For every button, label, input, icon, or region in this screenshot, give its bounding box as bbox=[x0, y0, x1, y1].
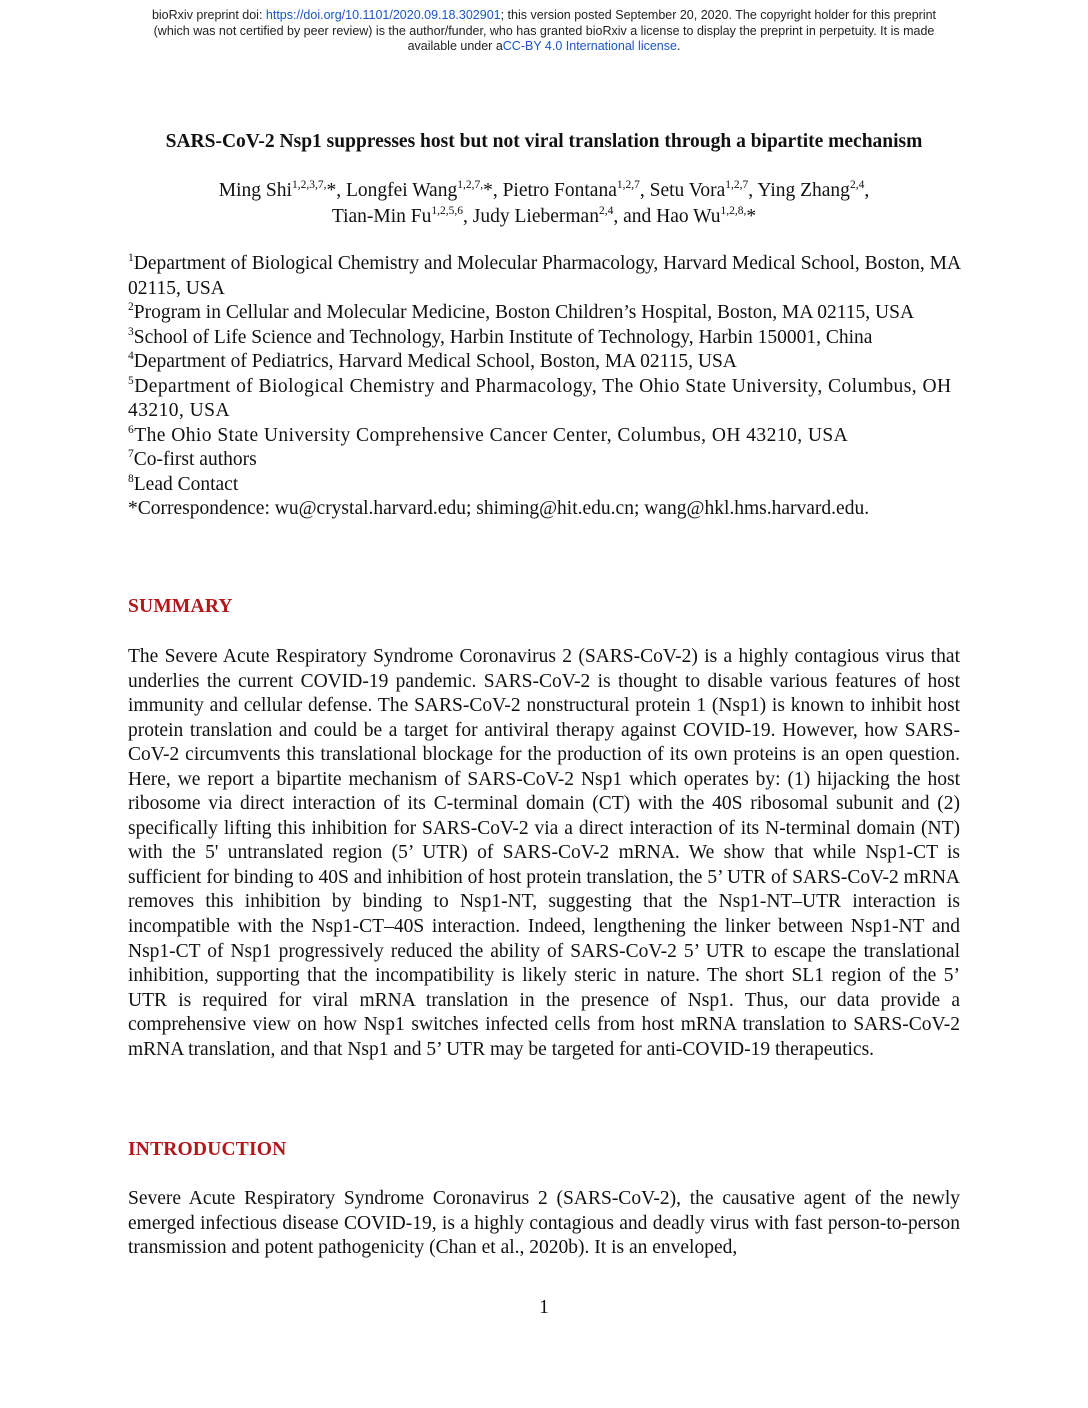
affiliation-item: $^6$The Ohio State University Comprehensive Cancer Center, Columbus, OH 43210, USA bbox=[128, 423, 849, 446]
author-affiliation-sup: 1,2,7 bbox=[725, 179, 749, 191]
banner-line-2: (which was not certified by peer review) is the author/funder, who has granted bioRxiv a license to display the preprint in perpetuity. It is made bbox=[153, 23, 935, 38]
author-name: Ying Zhang bbox=[757, 180, 850, 201]
summary-body: The Severe Acute Respiratory Syndrome Coronavirus 2 (SARS-CoV-2) is a highly contagious virus that underlies the current COVID-19 pandemic. SARS-CoV-2 is thought to disable various features of host immunity and cellular defense. The SARS-CoV-2 nonstructural protein 1 (Nsp1) is known to inhibit host protein translation and could be a target for antiviral therapy against COVID-19. However, how SARS-CoV-2 circumvents this translational blockage for the production of its own proteins is an open question. Here, we report a bipartite mechanism of SARS-CoV-2 Nsp1 which operates by: (1) hijacking the host ribosome via direct interaction of its C-terminal domain (CT) with the 40S ribosomal subunit and (2) specifically lifting this inhibition for SARS-CoV-2 via a direct interaction of its N-terminal domain (NT) with the 5' untranslated region (5’ UTR) of SARS-CoV-2 mRNA. We show that while Nsp1-CT is sufficient for binding to 40S and inhibition of host protein translation, the 5’ UTR of SARS-CoV-2 mRNA removes this inhibition by binding to Nsp1-NT, suggesting that the Nsp1-NT–UTR interaction is incompatible with the Nsp1-CT–40S interaction. Indeed, lengthening the linker between Nsp1-NT and Nsp1-CT of Nsp1 progressively reduced the ability of SARS-CoV-2 5’ UTR to escape the translational inhibition, supporting that the incompatibility is likely steric in nature. The short SL1 region of the 5’ UTR is required for viral mRNA translation in the presence of Nsp1. Thus, our data provide a comprehensive view on how Nsp1 switches infected cells from host mRNA translation to SARS-CoV-2 mRNA translation, and that Nsp1 and 5’ UTR may be targeted for anti-COVID-19 therapeutics. bbox=[128, 646, 960, 1060]
paper-title: SARS-CoV-2 Nsp1 suppresses host but not viral translation through a bipartite mechanism bbox=[165, 131, 923, 152]
affiliation-list bbox=[128, 252, 960, 522]
author-list bbox=[40, 178, 1048, 230]
author-name: Longfei Wang bbox=[345, 180, 458, 201]
author-name: Hao Wu bbox=[656, 206, 721, 227]
affiliation-item: $^5$Department of Biological Chemistry and Pharmacology, The Ohio State University, Columbus, OH 43210, USA bbox=[128, 374, 952, 421]
correspondence: *Correspondence: wu@crystal.harvard.edu; shiming@hit.edu.cn; wang@hkl.hms.harvard.edu. bbox=[128, 498, 870, 519]
author-name: Tian-Min Fu bbox=[331, 206, 432, 227]
affiliation-item: $^7$Co-first authors bbox=[128, 448, 257, 470]
license-link[interactable]: CC-BY 4.0 International license bbox=[502, 39, 677, 53]
author-name: Setu Vora bbox=[649, 180, 726, 201]
affiliation-item: $^8$Lead Contact bbox=[128, 472, 239, 495]
introduction-body: Severe Acute Respiratory Syndrome Coronavirus 2 (SARS-CoV-2), the causative agent of the newly emerged infectious disease COVID-19, is a highly contagious and deadly virus with fast person-to-person transmission and potent pathogenicity (Chan et al., 2020b). It is an enveloped, bbox=[128, 1188, 960, 1259]
affiliation-item: $^2$Program in Cellular and Molecular Medicine, Boston Children’s Hospital, Boston, MA 02115, USA bbox=[128, 301, 915, 323]
author-affiliation-sup: 2,4 bbox=[598, 205, 614, 217]
banner-line-1: bioRxiv preprint doi: https://doi.org/10.1101/2020.09.18.302901; this version posted September 20, 2020. The copyright holder for this preprint bbox=[151, 8, 937, 22]
author-affiliation-sup: 1,2,7, bbox=[457, 179, 484, 191]
preprint-banner bbox=[40, 8, 1048, 55]
author-affiliation-sup: 1,2,8, bbox=[720, 205, 747, 217]
author-name: Pietro Fontana bbox=[502, 180, 617, 201]
author-line-2: Tian-Min Fu$^{1,2,5,6}$, Judy Lieberman$^{2,4}$, and Hao $Wu^{1,2,8,}*$ bbox=[331, 205, 757, 227]
affiliation-item: $^1$Department of Biological Chemistry and Molecular Pharmacology, Harvard Medical School, Boston, MA 02115, USA bbox=[128, 252, 960, 299]
author-affiliation-sup: 2,4 bbox=[849, 179, 865, 191]
author-affiliation-sup: 1,2,3,7, bbox=[291, 179, 327, 191]
affiliation-item: $^4$Department of Pediatrics, Harvard Medical School, Boston, MA 02115, USA bbox=[128, 350, 737, 372]
author-affiliation-sup: 1,2,7 bbox=[616, 179, 640, 191]
introduction-heading: INTRODUCTION bbox=[128, 1139, 287, 1160]
author-name: Ming Shi bbox=[218, 180, 292, 201]
summary-heading: SUMMARY bbox=[128, 596, 233, 617]
author-name: Judy Lieberman bbox=[472, 206, 599, 227]
affiliation-item: $^3$School of Life Science and Technology, Harbin Institute of Technology, Harbin 150001, China bbox=[128, 325, 873, 348]
author-line-1: Ming Shi$^{1,2,3,7,}$*, Longfei Wang$^{1,2,7,}$*, Pietro Fontana$^{1,2,7}$, Setu Vora$^{1,2,7}$, Ying Zhang$^{2,4}$, bbox=[218, 179, 870, 201]
author-affiliation-sup: 1,2,5,6 bbox=[431, 205, 464, 217]
doi-link[interactable]: https://doi.org/10.1101/2020.09.18.302901 bbox=[265, 8, 501, 22]
page-number: 1 bbox=[539, 1297, 549, 1318]
banner-line-3: available under aCC-BY 4.0 International license. bbox=[407, 39, 681, 53]
